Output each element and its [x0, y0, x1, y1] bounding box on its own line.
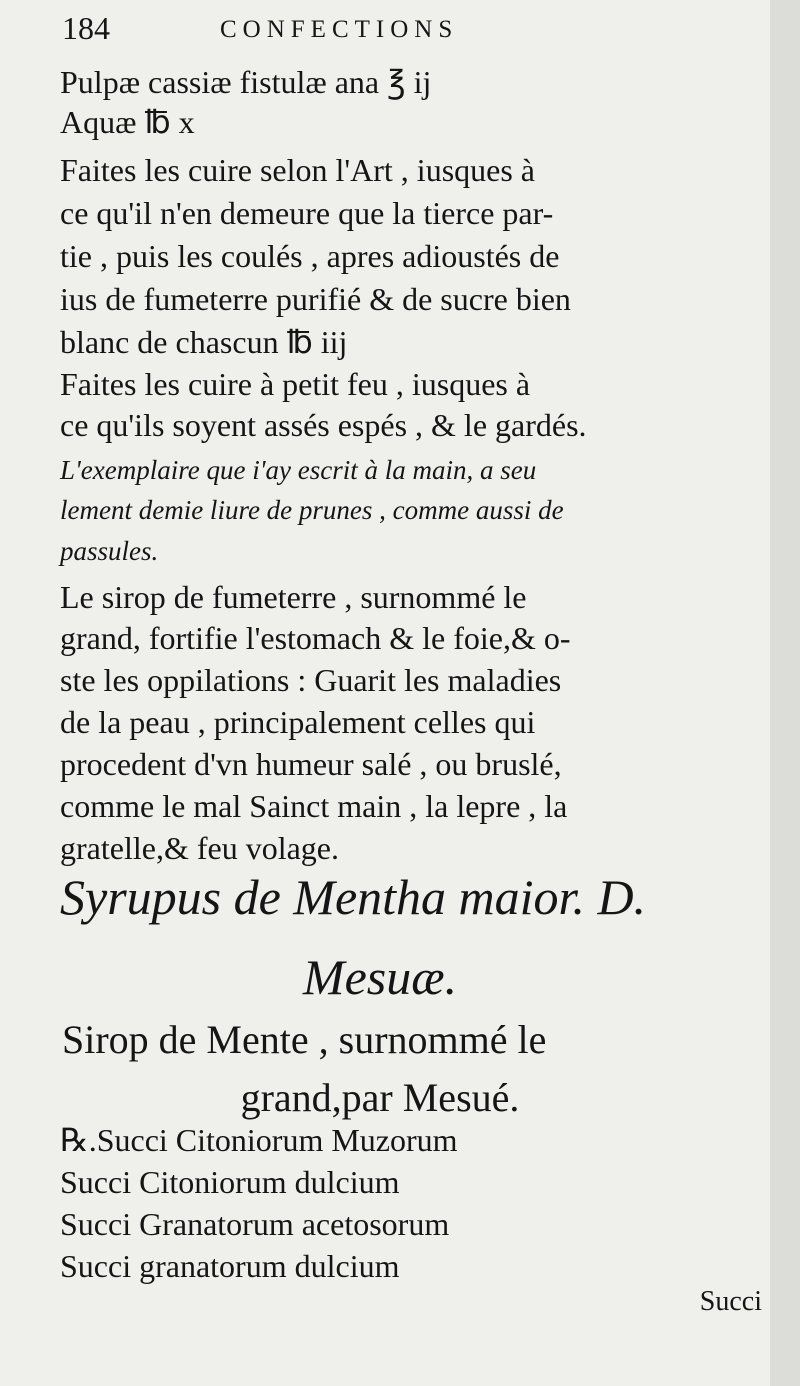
text-line: Faites les cuire selon l'Art , iusques à [60, 152, 535, 188]
recipe-line: Succi granatorum dulcium [60, 1248, 400, 1284]
latin-title-continued: Mesuæ. [302, 949, 458, 1005]
text-line: comme le mal Sainct main , la lepre , la [60, 788, 568, 824]
recipe-line: ℞.Succi Citoniorum Muzorum [60, 1122, 458, 1158]
text-line: ce qu'il n'en demeure que la tierce par- [60, 195, 554, 231]
note-line: lement demie liure de prunes , comme aussi de [60, 495, 564, 525]
french-title: Sirop de Mente , surnommé le [62, 1017, 547, 1062]
text-line: ius de fumeterre purifié & de sucre bien [60, 281, 571, 317]
running-title: CONFECTIONS [220, 16, 459, 43]
page-number: 184 [62, 10, 110, 46]
latin-title: Syrupus de Mentha maior. D. [60, 869, 647, 925]
note-line: passules. [60, 536, 159, 566]
french-title-continued: grand,par Mesué. [240, 1075, 520, 1120]
text-line: ste les oppilations : Guarit les maladies [60, 662, 562, 698]
text-line: Aquæ ℔ x [60, 104, 195, 140]
text-line: Le sirop de fumeterre , surnommé le [60, 579, 527, 615]
text-line: tie , puis les coulés , apres adioustés de [60, 238, 560, 274]
page-edge-shadow [770, 0, 800, 1386]
recipe-line: Succi Citoniorum dulcium [60, 1164, 400, 1200]
text-line: de la peau , principalement celles qui [60, 704, 536, 740]
text-line: gratelle,& feu volage. [60, 830, 339, 866]
text-line: blanc de chascun ℔ iij [60, 324, 348, 360]
text-line: ce qu'ils soyent assés espés , & le gardés. [60, 407, 587, 443]
page-header [62, 10, 622, 54]
recipe-line: Succi Granatorum acetosorum [60, 1206, 450, 1242]
text-line: grand, fortifie l'estomach & le foie,& o- [60, 620, 571, 656]
text-line: procedent d'vn humeur salé , ou bruslé, [60, 746, 562, 782]
note-line: L'exemplaire que i'ay escrit à la main, a seu [60, 455, 537, 485]
text-line: Pulpæ cassiæ fistulæ ana ℥ ij [60, 64, 432, 100]
text-line: Faites les cuire à petit feu , iusques à [60, 366, 531, 402]
catchword: Succi [699, 1286, 762, 1317]
